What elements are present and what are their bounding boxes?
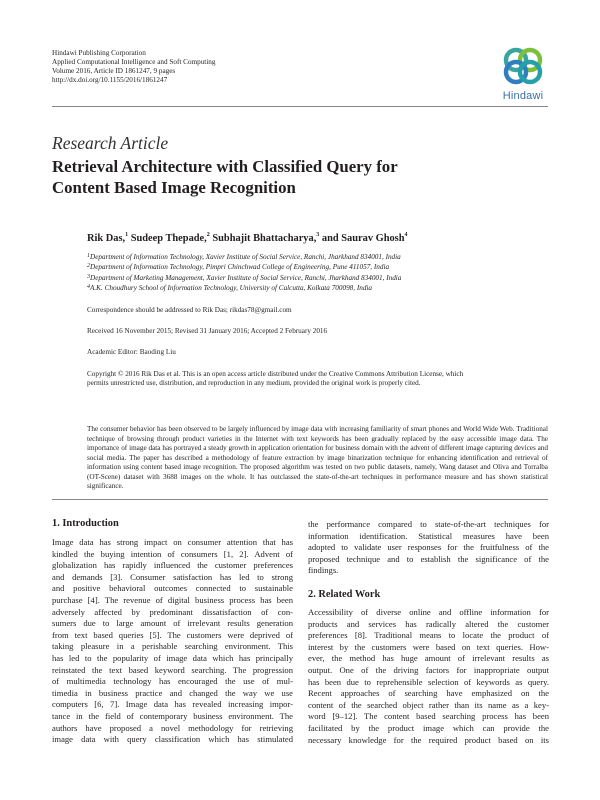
body-line: image data with query classification which has stimulated xyxy=(52,734,293,745)
body-line: sumers due to large amount of irrelevant results generation xyxy=(52,618,293,629)
affiliation-text: Department of Information Technology, Xavier Institute of Social Service, Ranchi, Jharkhand 834001, India xyxy=(90,253,401,261)
affiliations xyxy=(87,252,547,294)
affiliation-sup: 4 xyxy=(87,284,90,291)
body-line: timedia in business practice and changed the way we use xyxy=(52,687,293,698)
body-line: products and services has radically altered the customer xyxy=(308,618,549,629)
body-line: information identification. Statistical measures have been xyxy=(308,530,549,541)
body-line: adopted to validate user responses for the fruitfulness of the xyxy=(308,542,549,553)
introduction-continued xyxy=(308,519,549,577)
body-line: preferences [8]. Traditional means to locate the product of xyxy=(308,630,549,641)
body-line: globalization has rapidly influenced the customer preferences xyxy=(52,560,293,571)
author-name: Rik Das, xyxy=(87,233,126,244)
body-line: the performance compared to state-of-the-art techniques for xyxy=(308,519,549,529)
doi-link[interactable]: http://dx.doi.org/10.1155/2016/1861247 xyxy=(52,76,168,84)
body-line: Image data has strong impact on consumer attention that has xyxy=(52,537,293,547)
title-line: Retrieval Architecture with Classified Query for xyxy=(52,157,398,176)
introduction-body xyxy=(52,537,293,746)
author-name: Subhajit Bhattacharya, xyxy=(212,233,317,244)
paper-title xyxy=(52,157,548,198)
hindawi-logo-icon xyxy=(497,44,549,88)
body-line: interest by the customers were based on text queries. How- xyxy=(308,641,549,652)
body-line: necessary knowledge for the required product based on its xyxy=(308,734,549,745)
affiliation-text: Department of Information Technology, Pimpri Chinchwad College of Engineering, Pune 411057, India xyxy=(90,263,390,272)
abstract: The consumer behavior has been observed to be largely influenced by image data with increasing familiarity of smart phones and World Wide Web. Traditional technique of browsing through product varieties in the Internet with text keywords has been gradually replaced by the easy accessible image data. The importance of image data has portrayed a steady growth in application orientation for business domain with the advent of different image capturing devices and social media. The paper has described a methodology of feature extraction by image binarization technique for enhancing identification and retrieval of information using content based image recognition. The proposed algorithm was tested on two public datasets, namely, Wang dataset and Oliva and Torralba (OT-Scene) dataset with 3688 images on the whole. It has outclassed the state-of-the-art techniques in performance measure and has shown statistical significance. xyxy=(87,425,548,490)
affiliation-sup: 2 xyxy=(87,263,90,270)
section-heading-related-work: 2. Related Work xyxy=(308,589,381,600)
academic-editor: Academic Editor: Baoding Liu xyxy=(87,348,176,356)
affiliation-text: A.K. Choudhury School of Information Technology, University of Calcutta, Kolkata 700098, India xyxy=(90,284,373,293)
publisher-name: Hindawi Publishing Corporation xyxy=(52,49,146,57)
article-type: Research Article xyxy=(52,133,169,153)
journal-name: Applied Computational Intelligence and Soft Computing xyxy=(52,58,216,66)
author-sup: 2 xyxy=(206,232,210,238)
copyright-notice xyxy=(87,370,547,389)
body-line: from text based queries [5]. The customers were deprived of xyxy=(52,629,293,640)
title-line: Content Based Image Recognition xyxy=(52,177,296,197)
body-line: Recent approaches of searching have emphasized on the xyxy=(308,688,549,699)
body-line: of multimedia technology has encouraged the use of mul- xyxy=(52,676,293,687)
author-sup: 4 xyxy=(404,232,408,238)
body-line: facilitated by the product image which can provide the xyxy=(308,722,549,733)
author-name: and Saurav Ghosh xyxy=(321,233,405,244)
affiliation xyxy=(87,262,547,272)
body-line: proposed technique and to establish the significance of the xyxy=(308,553,549,564)
author-list xyxy=(87,233,408,244)
author-sup: 1 xyxy=(125,232,129,238)
article-dates: Received 16 November 2015; Revised 31 January 2016; Accepted 2 February 2016 xyxy=(87,327,328,335)
body-line: computers [6, 7]. Image data has revealed increasing impor- xyxy=(52,699,293,710)
affiliation xyxy=(87,252,547,262)
body-line: authors have proposed a novel methodology for retrieving xyxy=(52,722,293,733)
author-sup: 3 xyxy=(316,232,320,238)
logo-wordmark: Hindawi xyxy=(502,90,544,102)
related-work-body xyxy=(308,607,549,746)
body-line: taking pleasure in a perishable searching environment. This xyxy=(52,641,293,652)
affiliation-sup: 3 xyxy=(87,273,90,280)
body-line: ever, the method has huge amount of irrelevant results as xyxy=(308,653,549,664)
body-line: word [9–12]. The content based searching process has been xyxy=(308,711,549,722)
volume-info: Volume 2016, Article ID 1861247, 9 pages xyxy=(52,67,176,75)
journal-header xyxy=(52,49,352,85)
abstract-divider xyxy=(52,499,548,500)
body-line: kindled the buying intention of consumers [1, 2]. Advent of xyxy=(52,548,293,559)
body-line: purchase [4]. The revenue of digital business process has been xyxy=(52,594,293,605)
author-name: Sudeep Thepade, xyxy=(130,233,207,244)
header-divider xyxy=(52,106,548,107)
body-line: has been due to reprehensible selection of keywords as query. xyxy=(308,676,549,687)
body-line: output. One of the driving factors for inappropriate output xyxy=(308,664,549,675)
affiliation xyxy=(87,283,547,293)
body-line: reinstated the text based keyword searching. The progression xyxy=(52,664,293,675)
body-line: adversely affected by predominant dissatisfaction of con- xyxy=(52,606,293,617)
affiliation-sup: 1 xyxy=(87,253,90,259)
correspondence: Correspondence should be addressed to Rik Das; rikdas78@gmail.com xyxy=(87,306,292,314)
body-line: and demands [3]. Consumer satisfaction has led to strong xyxy=(52,571,293,582)
body-line: content of the searched object rather than its name as a key- xyxy=(308,699,549,710)
affiliation-text: Department of Marketing Management, Xavier Institute of Social Service, Ranchi, Jharkhand 834001, India xyxy=(90,273,402,282)
body-line: findings. xyxy=(308,565,339,576)
body-line: has led to the popularity of image data which has principally xyxy=(52,652,293,663)
body-line: and positive behavioral outcomes connected to sustainable xyxy=(52,583,293,594)
hindawi-logo xyxy=(497,44,549,102)
affiliation xyxy=(87,273,547,283)
copyright-line: permits unrestricted use, distribution, and reproduction in any medium, provided the original work is properly cited. xyxy=(87,379,421,388)
section-heading-introduction: 1. Introduction xyxy=(52,518,119,529)
body-line: tance in the field of contemporary business environment. The xyxy=(52,710,293,721)
copyright-line: Copyright © 2016 Rik Das et al. This is an open access article distributed under the Creative Commons Attribution License, which xyxy=(87,370,464,378)
body-line: Accessibility of diverse online and offline information for xyxy=(308,607,549,617)
